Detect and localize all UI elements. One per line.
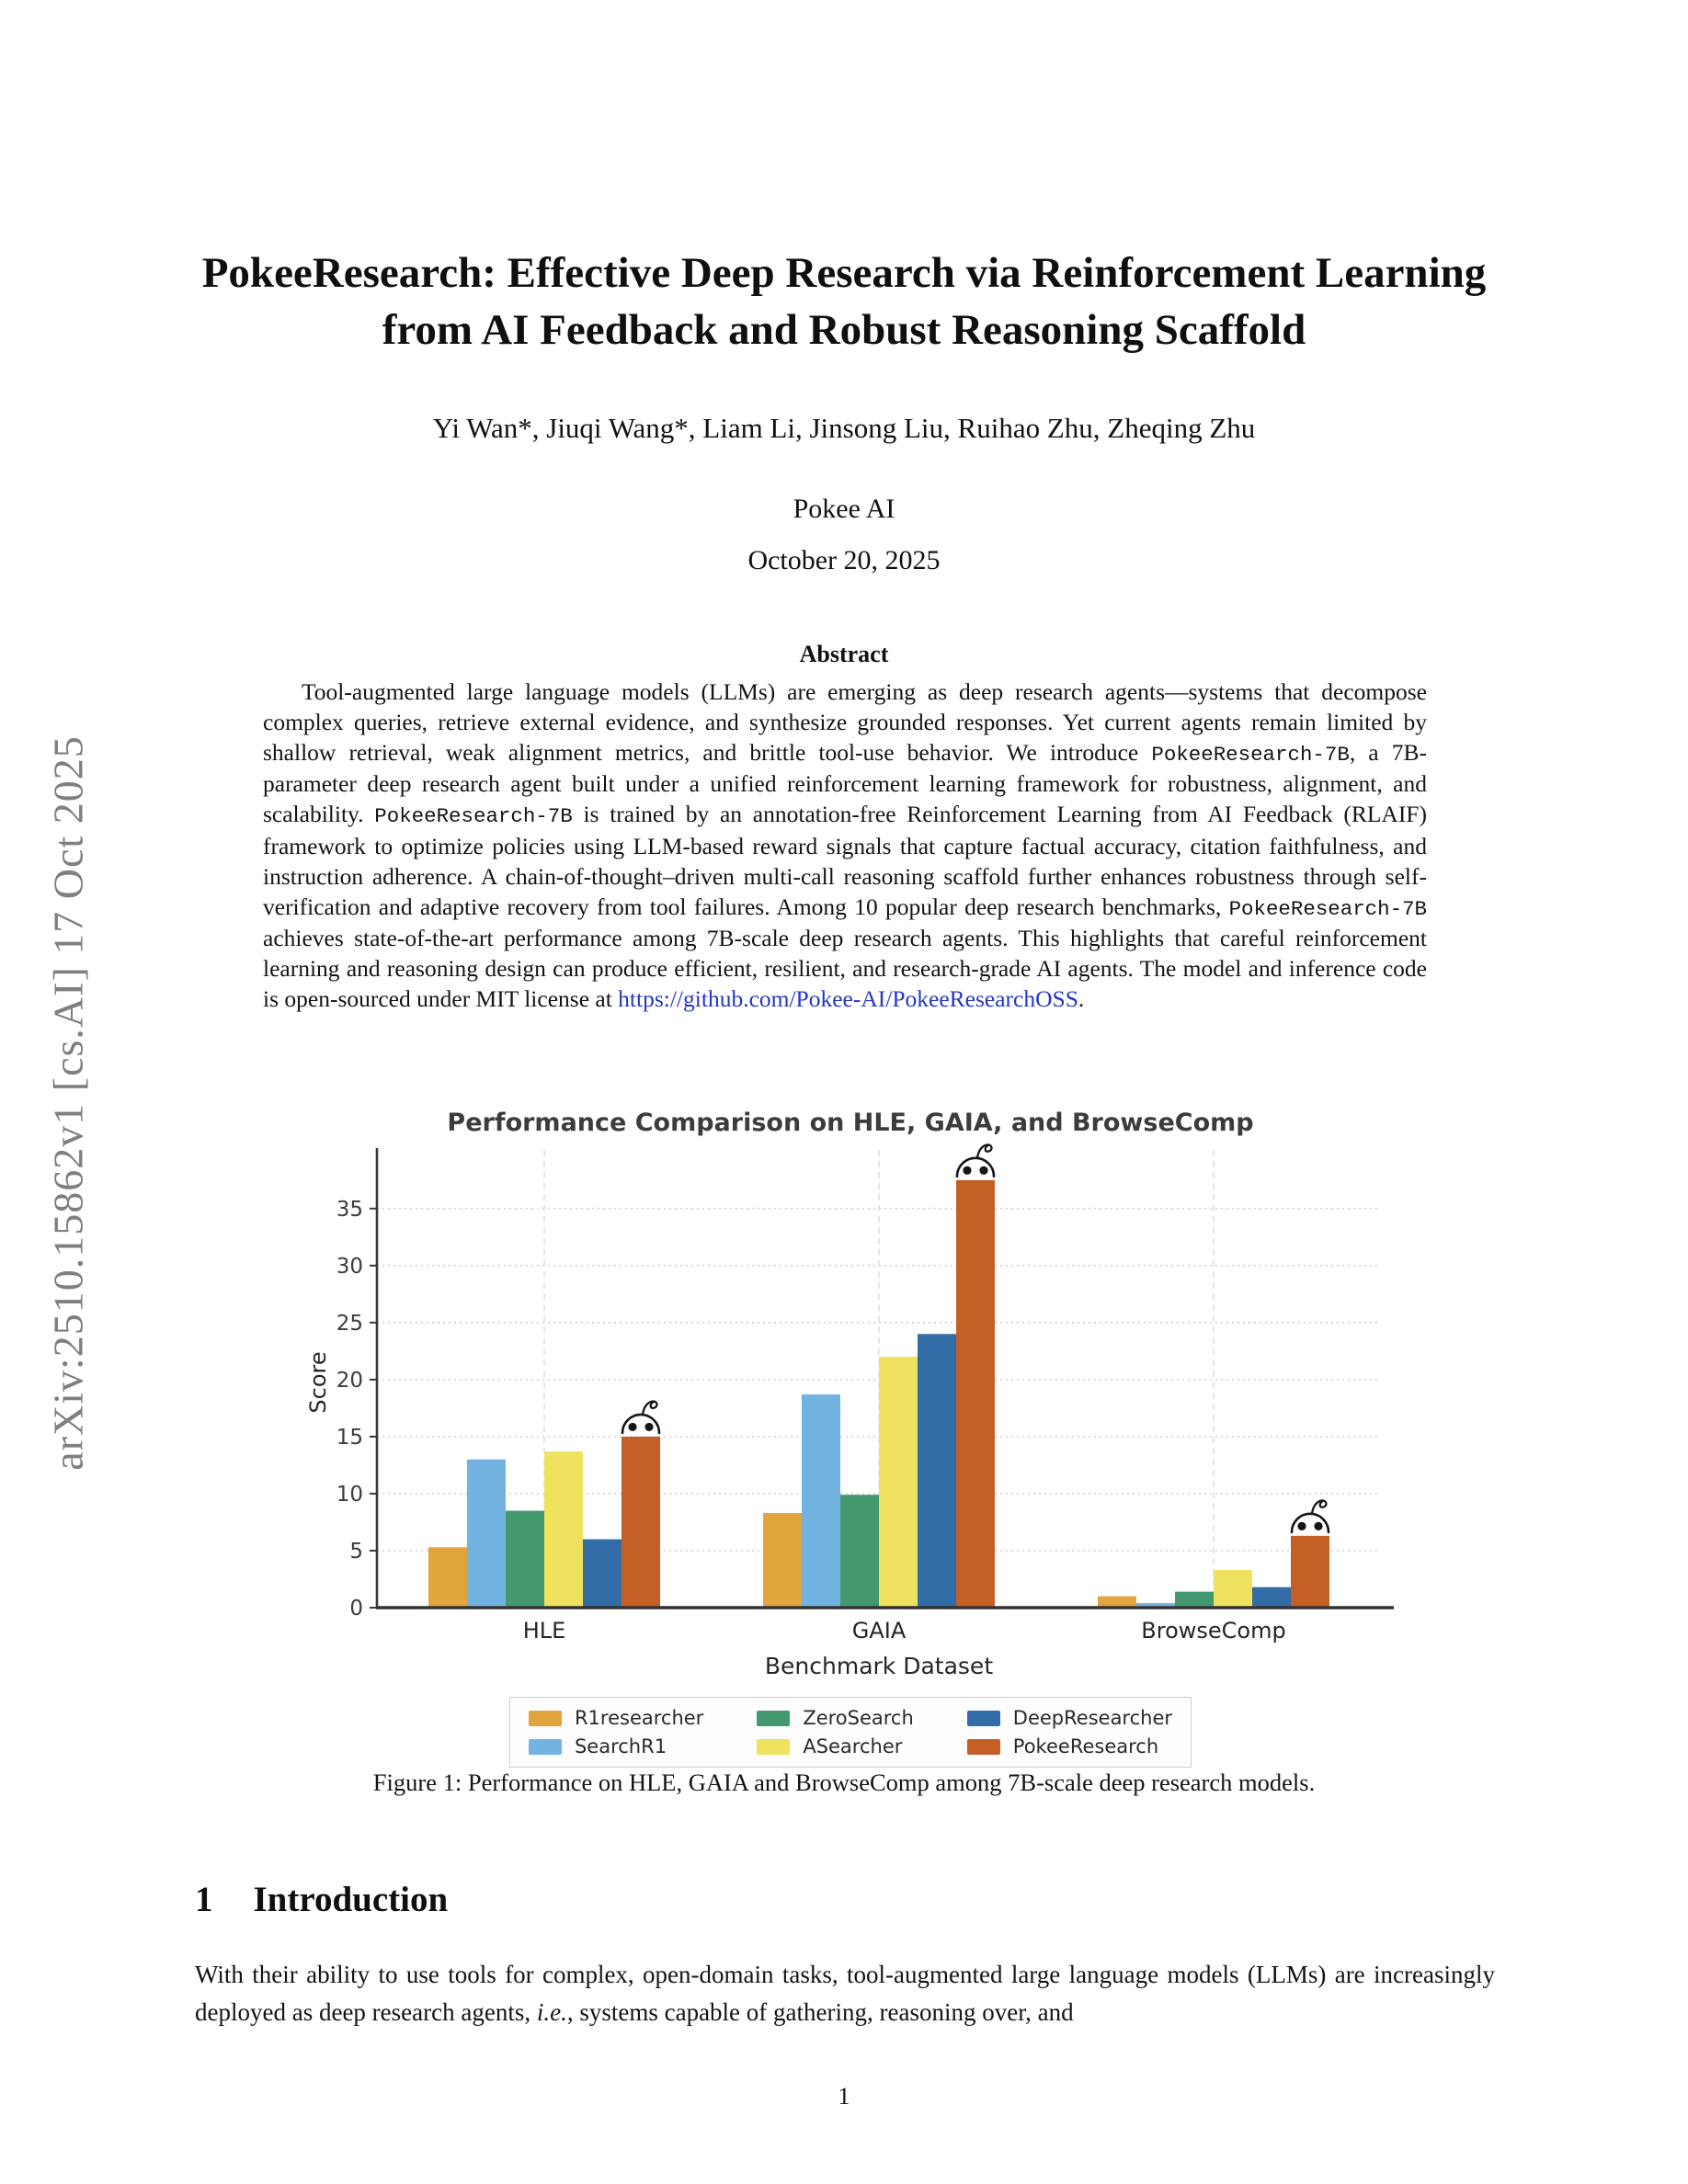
legend-swatch	[967, 1711, 1000, 1726]
github-repo-link[interactable]: https://github.com/Pokee-AI/PokeeResearchOSS	[618, 984, 1078, 1012]
text-segment: Tool-augmented large language models (LLMs) are emerging as deep research agents—systems that decompose complex queries, retrieve external evidence, and synthesize grounded responses. Yet current agents remain limited by shallow retrieval, weak alignment metrics, and brittle tool-use behavior. We introduce	[263, 678, 1427, 766]
publication-date: October 20, 2025	[747, 545, 941, 575]
legend-label: PokeeResearch	[1012, 1735, 1159, 1757]
bar-ZeroSearch-GAIA	[840, 1495, 879, 1608]
figure-1	[302, 1109, 1399, 1768]
robot-icon-part	[1297, 1522, 1306, 1530]
x-tick-label: BrowseComp	[1141, 1618, 1286, 1644]
y-tick-label: 0	[349, 1597, 363, 1621]
legend-swatch	[529, 1739, 562, 1755]
robot-icon	[957, 1144, 994, 1176]
page-title: PokeeResearch: Effective Deep Research via Reinforcement Learning from AI Feedback and Robust Reasoning Scaffold	[201, 249, 1487, 354]
bar-DeepResearcher-GAIA	[918, 1334, 956, 1608]
chart-legend	[302, 1697, 1399, 1768]
legend-label: DeepResearcher	[1012, 1707, 1173, 1729]
intro-paragraph	[195, 1956, 1495, 2030]
text-segment: , systems capable of gathering, reasoning over, and	[566, 1997, 1074, 2026]
text-segment: is trained by an annotation-free Reinforcement Learning from AI Feedback (RLAIF) framework to optimize policies using LLM-based reward signals that capture factual accuracy, citation faithfulness, and instruction adherence. A chain-of-thought–driven multi-call reasoning scaffold further enhances robustness through self-verification and adaptive recovery from tool failures. Among 10 popular deep research benchmarks,	[263, 801, 1427, 920]
section-heading	[195, 1879, 448, 1920]
abstract-heading: Abstract	[799, 641, 889, 667]
y-tick-label: 30	[336, 1254, 363, 1279]
bar-PokeeResearch-HLE	[622, 1437, 660, 1608]
bar-PokeeResearch-BrowseComp	[1291, 1536, 1329, 1608]
text-segment: With their ability to use tools for complex, open-domain tasks, tool-augmented large language models (LLMs) are increasingly deployed as deep research agents,	[195, 1961, 1495, 2026]
bar-R1researcher-GAIA	[763, 1513, 802, 1608]
robot-icon-part	[1292, 1514, 1329, 1532]
figure-caption: Figure 1: Performance on HLE, GAIA and BrowseComp among 7B-scale deep research models.	[372, 1769, 1316, 1796]
y-axis-label: Score	[305, 1351, 331, 1414]
robot-icon-part	[622, 1415, 659, 1433]
y-tick-label: 25	[336, 1311, 363, 1336]
text-segment: PokeeResearch-7B	[374, 804, 573, 829]
bar-ZeroSearch-BrowseComp	[1175, 1592, 1214, 1608]
y-tick-label: 35	[336, 1197, 363, 1222]
legend-item-ZeroSearch	[757, 1707, 913, 1729]
robot-icon	[1292, 1500, 1329, 1531]
text-segment: PokeeResearch-7B	[1228, 896, 1427, 921]
x-tick-label: GAIA	[851, 1618, 907, 1644]
legend-box	[509, 1697, 1192, 1768]
section-title: Introduction	[253, 1880, 449, 1919]
bar-ASearcher-BrowseComp	[1214, 1570, 1252, 1608]
section-number: 1	[195, 1880, 213, 1919]
bar-SearchR1-HLE	[467, 1460, 506, 1608]
x-tick-label: HLE	[522, 1618, 566, 1644]
legend-item-ASearcher	[757, 1735, 913, 1757]
robot-icon-part	[1314, 1522, 1322, 1530]
affiliation: Pokee AI	[793, 494, 895, 524]
y-tick-label: 20	[336, 1368, 363, 1393]
legend-item-SearchR1	[529, 1735, 703, 1757]
robot-icon	[622, 1402, 659, 1433]
robot-icon-part	[628, 1423, 636, 1431]
robot-icon-part	[957, 1158, 994, 1177]
chart-title: Performance Comparison on HLE, GAIA, and BrowseComp	[447, 1109, 1254, 1137]
y-tick-label: 10	[336, 1482, 363, 1507]
bar-ASearcher-HLE	[544, 1451, 583, 1608]
bar-SearchR1-GAIA	[802, 1394, 840, 1608]
legend-swatch	[757, 1739, 790, 1755]
robot-icon-part	[1312, 1500, 1327, 1513]
robot-icon-part	[979, 1166, 987, 1175]
page-number: 1	[838, 2083, 850, 2110]
text-segment: .	[1078, 984, 1085, 1012]
arxiv-watermark: arXiv:2510.15862v1 [cs.AI] 17 Oct 2025	[44, 735, 92, 1471]
legend-label: SearchR1	[574, 1735, 667, 1757]
legend-item-R1researcher	[529, 1707, 703, 1729]
robot-icon-part	[977, 1144, 992, 1157]
robot-icon-part	[644, 1423, 653, 1431]
y-tick-label: 15	[336, 1425, 363, 1450]
bar-ASearcher-GAIA	[879, 1357, 918, 1608]
text-segment: , a 7B-parameter deep research agent built under a unified reinforcement learning framework for robustness, alignment, and scalability.	[263, 738, 1427, 828]
legend-swatch	[757, 1711, 790, 1726]
bar-chart	[302, 1141, 1399, 1688]
abstract-text	[263, 677, 1427, 1015]
text-segment: achieves state-of-the-art performance among 7B-scale deep research agents. This highlights that careful reinforcement learning and reasoning design can produce efficient, resilient, and research-grade AI agents. The model and inference code is open-sourced under MIT license at	[263, 925, 1427, 1012]
legend-swatch	[529, 1711, 562, 1726]
x-axis-label: Benchmark Dataset	[764, 1653, 994, 1679]
text-segment: i.e.	[536, 1997, 567, 2026]
bar-ZeroSearch-HLE	[506, 1511, 544, 1608]
legend-item-DeepResearcher	[967, 1707, 1172, 1729]
legend-label: ASearcher	[803, 1735, 903, 1757]
robot-icon-part	[643, 1402, 657, 1415]
legend-label: ZeroSearch	[803, 1707, 914, 1729]
legend-swatch	[967, 1739, 1000, 1755]
bar-DeepResearcher-BrowseComp	[1252, 1587, 1291, 1608]
y-tick-label: 5	[349, 1539, 363, 1564]
legend-item-PokeeResearch	[967, 1735, 1172, 1757]
bar-PokeeResearch-GAIA	[956, 1180, 995, 1608]
authors-line: Yi Wan*, Jiuqi Wang*, Liam Li, Jinsong Liu, Ruihao Zhu, Zheqing Zhu	[432, 412, 1256, 444]
bar-R1researcher-BrowseComp	[1098, 1597, 1136, 1608]
robot-icon-part	[963, 1166, 971, 1175]
bar-R1researcher-HLE	[428, 1547, 467, 1608]
text-segment: PokeeResearch-7B	[1151, 742, 1350, 767]
bar-DeepResearcher-HLE	[583, 1540, 622, 1608]
legend-label: R1researcher	[574, 1707, 704, 1729]
